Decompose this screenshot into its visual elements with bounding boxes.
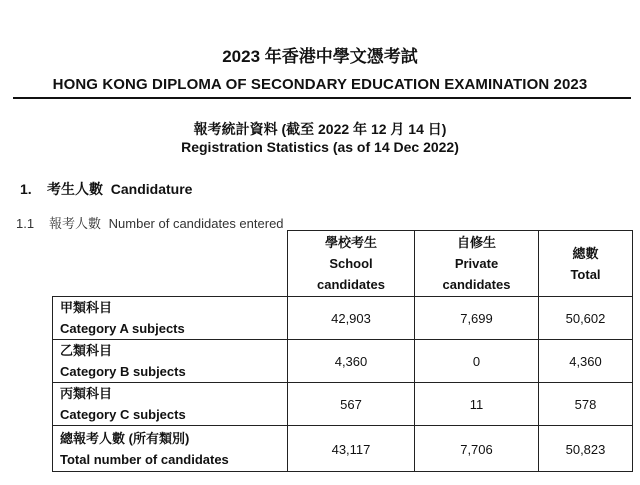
cell-school: 42,903 xyxy=(288,297,415,340)
subtitle-english: Registration Statistics (as of 14 Dec 2022) xyxy=(181,139,459,155)
subsection-title-en: Number of candidates entered xyxy=(108,216,284,231)
header-private-candidates: 自修生 Private candidates xyxy=(415,231,539,297)
subsection-title-zh: 報考人數 xyxy=(49,216,102,231)
cell-private: 0 xyxy=(415,340,539,383)
cell-private: 7,706 xyxy=(415,426,539,472)
cell-private: 11 xyxy=(415,383,539,426)
table-header-row xyxy=(53,231,633,297)
title-english: HONG KONG DIPLOMA OF SECONDARY EDUCATION EXAMINATION 2023 xyxy=(52,76,588,93)
section-title-zh: 考生人數 xyxy=(47,181,103,197)
cell-school: 567 xyxy=(288,383,415,426)
row-label-category-b: 乙類科目 Category B subjects xyxy=(53,340,288,383)
cell-total: 4,360 xyxy=(539,340,633,383)
row-label-category-c: 丙類科目 Category C subjects xyxy=(53,383,288,426)
header-school-candidates: 學校考生 School candidates xyxy=(288,231,415,297)
table-row xyxy=(53,297,633,340)
row-label-category-a: 甲類科目 Category A subjects xyxy=(53,297,288,340)
cell-total: 50,602 xyxy=(539,297,633,340)
table-row xyxy=(53,340,633,383)
cell-total: 50,823 xyxy=(539,426,633,472)
section-heading xyxy=(20,179,192,199)
cell-total: 578 xyxy=(539,383,633,426)
cell-school: 43,117 xyxy=(288,426,415,472)
table-row xyxy=(53,383,633,426)
header-blank-cell xyxy=(53,231,288,297)
candidates-table xyxy=(52,230,633,472)
table-row-total xyxy=(53,426,633,472)
row-label-total: 總報考人數 (所有類別) Total number of candidates xyxy=(53,426,288,472)
header-total: 總數 Total xyxy=(539,231,633,297)
section-number: 1. xyxy=(20,181,32,197)
cell-school: 4,360 xyxy=(288,340,415,383)
cell-private: 7,699 xyxy=(415,297,539,340)
section-title-en: Candidature xyxy=(110,181,193,197)
title-divider xyxy=(13,97,631,99)
subtitle-chinese: 報考統計資料 (截至 2022 年 12 月 14 日) xyxy=(193,121,447,137)
subsection-number: 1.1 xyxy=(16,216,35,231)
title-chinese: 2023 年香港中學文憑考試 xyxy=(222,47,418,66)
